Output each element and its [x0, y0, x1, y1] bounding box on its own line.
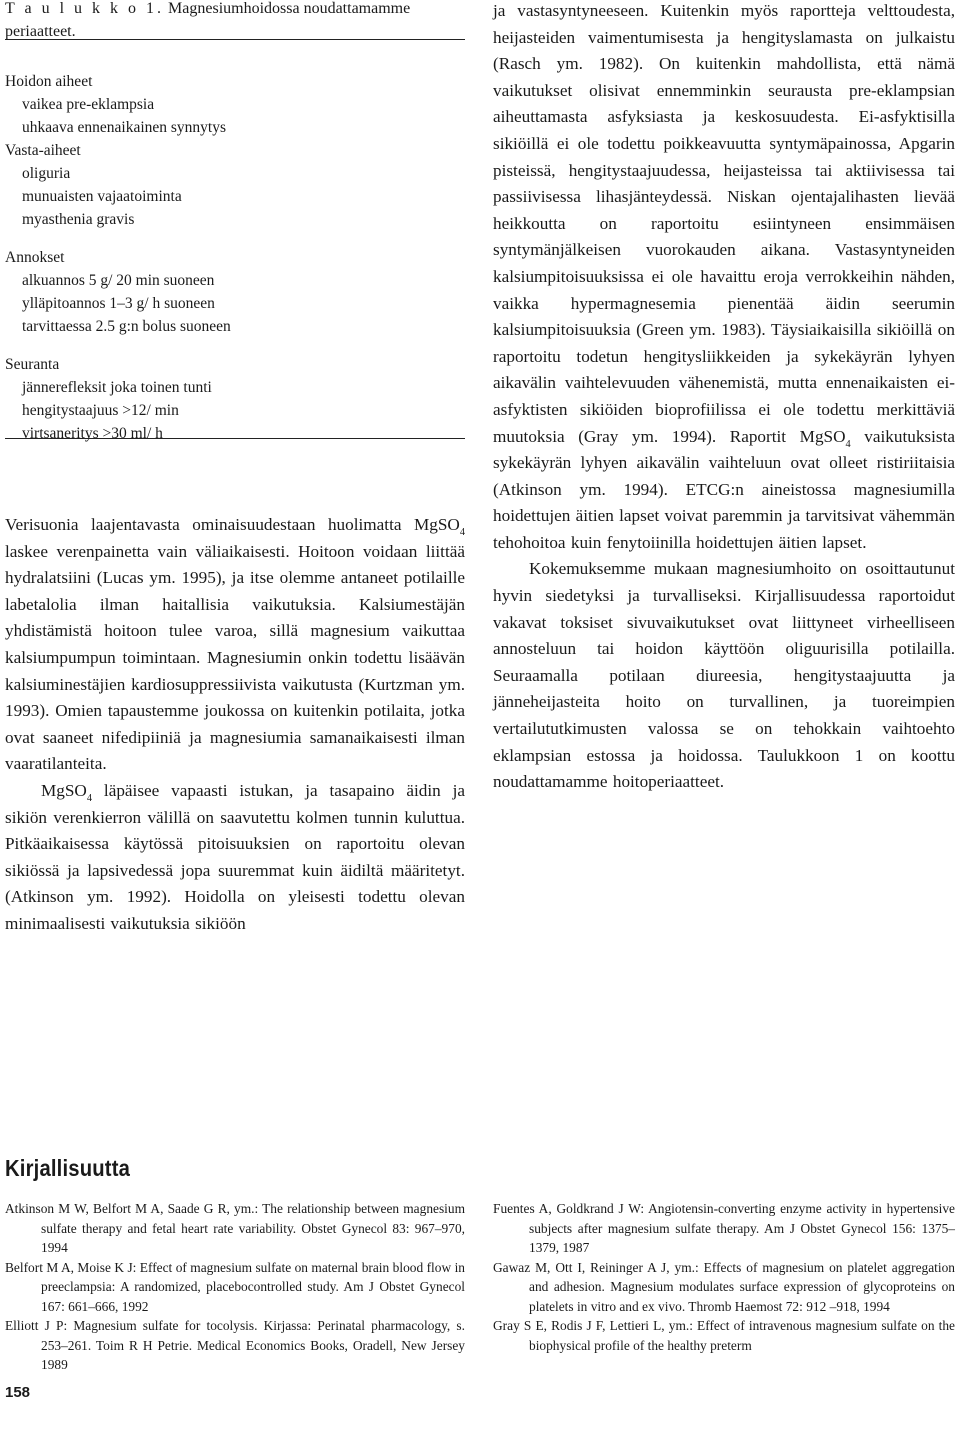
table-section-heading: Seuranta [5, 356, 60, 373]
reference-item: Fuentes A, Goldkrand J W: Angiotensin-converting enzyme activity in hypertensive subjects after magnesium sulfate therapy. Am J Obstet Gynecol 156: 1375–1379, 1987 [493, 1201, 955, 1255]
table-section-item: munuaisten vajaatoiminta [22, 188, 182, 205]
table-section-item: tarvittaessa 2.5 g:n bolus suoneen [22, 318, 231, 335]
reference-item: Gray S E, Rodis J F, Lettieri L, ym.: Effect of intravenous magnesium sulfate on the biophysical profile of the healthy preterm [493, 1318, 955, 1353]
references-heading: Kirjallisuutta [5, 1155, 131, 1181]
table-section-item: uhkaava ennenaikainen synnytys [22, 119, 227, 136]
reference-item: Elliott J P: Magnesium sulfate for tocolysis. Kirjassa: Perinatal pharmacology, s. 253–261. Toim R H Petrie. Medical Economics Books, Oradell, New Jersey 1989 [5, 1318, 465, 1372]
paragraph-text: läpäisee vapaasti istukan, ja tasapaino äidin ja sikiön verenkierron välillä on saavutettu kolmen tunnin kuluttua. Pitkäaikaisessa käytössä pitoisuuksien on raportoitu olevan sikiössä ja lapsivedessä jopa suuremmat kuin äidiltä määritetyt. (Atkinson ym. 1992). Hoidolla on yleisesti todettu olevan minimaalisesti vaikutuksia sikiöön [5, 780, 465, 933]
table-section-heading: Annokset [5, 249, 65, 266]
table-section-item: alkuannos 5 g/ 20 min suoneen [22, 272, 215, 289]
table-caption [5, 0, 465, 43]
table-top-rule [5, 39, 465, 40]
paragraph [5, 512, 465, 778]
paragraph [5, 778, 465, 938]
reference-item: Belfort M A, Moise K J: Effect of magnesium sulfate on maternal brain blood flow in preeclampsia: A randomized, placebocontrolled study. Am J Obstet Gynecol 167: 661–666, 1992 [5, 1259, 465, 1314]
page-number: 158 [5, 1384, 31, 1401]
table-section-heading: Hoidon aiheet [5, 73, 93, 90]
subscript: 4 [845, 438, 851, 450]
references-right [493, 1199, 955, 1355]
reference-item: Atkinson M W, Belfort M A, Saade G R, ym.: The relationship between magnesium sulfate therapy and fetal heart rate variability. Obstet Gynecol 83: 967–970, 1994 [5, 1201, 465, 1255]
paragraph-text: ja vastasyntyneeseen. Kuitenkin myös raportteja velttoudesta, heijasteiden vaimentumisesta ja hengityslamasta on julkaistu (Rasch ym. 1982). On kuitenkin mahdollista, että nämä vaikutukset olisivat ennemminkin seurausta pre-eklampsian aiheuttamasta asfyksiasta ja keskosuudesta. Ei-asfyktisilla sikiöillä ei ole todettu poikkeavuutta syntymäpainossa, Apgarin pisteissä, hengitystaajuudessa, heijasteissa tai aktiivisessa tai passiivisessa lihasjänteydessä. Niskan ojentajalihasten lievää heikkoutta on raportoitu esiintyneen ensimmäisen syntymänjälkeisen vuorokauden aikana. Vastasyntyneiden kalsiumpitoisuuksissa ei ole havaittu eroja verrokkeihin nähden, vaikka hypermagnesemia pienentää äidin seerumin kalsiumpitoisuuksia (Green ym. 1983). Täysiaikaisilla sikiöillä on raportoitu todetun hengitysliikkeiden ja sykekäyrän lyhyen aikavälin vaihtelevuuden vähenemistä, mutta ennenaikaisten ei-asfyktisten sikiöiden bioprofiilissa ei ole todettu merkittäviä muutoksia (Gray ym. 1994). Raportit MgSO [493, 1, 955, 446]
table-section-item: ylläpitoannos 1–3 g/ h suoneen [22, 295, 215, 312]
left-column-text [5, 512, 465, 938]
table-title: Magnesiumhoidossa noudattamamme [168, 0, 411, 17]
table-section-item: jännerefleksit joka toinen tunti [22, 379, 212, 396]
table-bottom-rule [5, 438, 465, 439]
table-section-item: hengitystaajuus >12/ min [22, 402, 179, 419]
subscript: 4 [86, 792, 93, 804]
table-label: T a u l u k k o 1. [5, 0, 165, 17]
subscript: 4 [459, 527, 465, 538]
table-title-line2: periaatteet. [5, 23, 76, 40]
table-section-item: oliguria [22, 165, 71, 182]
paragraph-text: Verisuonia laajentavasta ominaisuudestaan huolimatta MgSO [5, 515, 460, 534]
right-column-text [493, 0, 955, 796]
table-section-item: vaikea pre-eklampsia [22, 96, 155, 113]
table-section-item: myasthenia gravis [22, 211, 135, 228]
paragraph-text: laskee verenpainetta vain väliaikaisesti. Hoitoon voidaan liittää hydralatsiini (Lucas ym. 1995), ja itse olemme antaneet potilaille labetalolia ilman haitallisia vaikutuksia. Kalsiumestäjän yhdistämistä hoitoon tulee varoa, sillä magnesium vaikuttaa kalsiumpumpun toimintaan. Magnesiumin onkin todettu lisäävän kalsiuminestäjien kardiosuppressiivista vaikutusta (Kurtzman ym. 1993). Omien tapaustemme joukossa on kuitenkin potilaita, jotka ovat saaneet nifedipiiniä ja magnesiumia samanaikaisesti ilman vaaratilanteita. [5, 541, 465, 774]
references-left [5, 1199, 465, 1375]
paragraph-text: vaikutuksista sykekäyrän lyhyen aikavälin vaihteluun ovat olleet ristiriitaisia (Atkinson ym. 1994). ETCG:n aineistossa magnesiumilla hoidettujen äitien lapset voivat paremmin ja tarvitsivat vähemmän tehohoitoa kuin fenytoiinilla hoidettujen äitien lapset. [493, 426, 955, 552]
paragraph: Kokemuksemme mukaan magnesiumhoito on osoittautunut hyvin siedetyksi ja turvalliseksi. Kirjallisuudessa raportoidut vakavat toksiset sivuvaikutukset ovat liittyneet virheelliseen annosteluun tai hoidon käyttöön oliguurisilla potilailla. Seuraamalla potilaan diureesia, hengitystaajuutta ja jänneheijasteita hoito on turvallinen, ja tuoreimpien vertailututkimusten valossa se on tehokkain vaihtoehto eklampsian estossa ja hoidossa. Taulukkoon 1 on koottu noudattamamme hoitoperiaatteet. [493, 559, 955, 792]
table-section-heading: Vasta-aiheet [5, 142, 81, 159]
reference-item: Gawaz M, Ott I, Reininger A J, ym.: Effects of magnesium on platelet aggregation and adhesion. Magnesium modulates surface expression of glycoproteins on platelets in vitro and ex vivo. Thromb Haemost 72: 912 –918, 1994 [493, 1259, 955, 1314]
table-body [5, 70, 465, 445]
paragraph-text: MgSO [41, 780, 87, 800]
table-section-item: virtsaneritys >30 ml/ h [22, 425, 163, 442]
paragraph [493, 0, 955, 556]
